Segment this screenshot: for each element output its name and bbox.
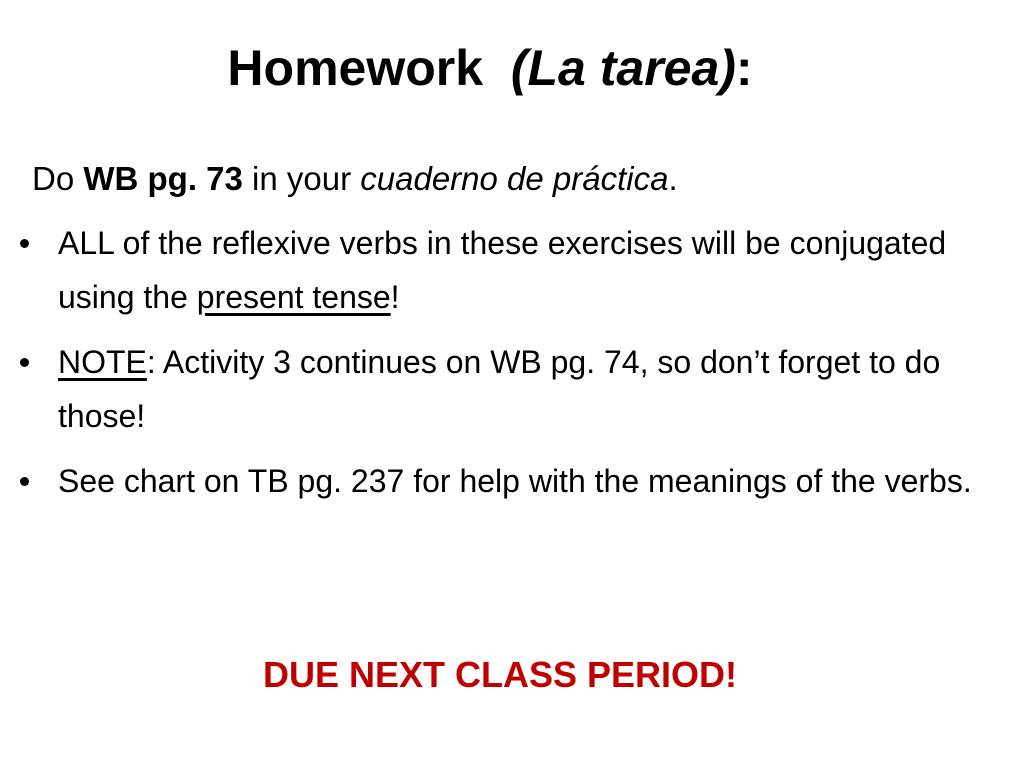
due-notice: DUE NEXT CLASS PERIOD! <box>262 654 738 695</box>
bullet-text: See chart on TB pg. 237 for help with the meanings of the verbs. <box>58 463 972 499</box>
bullet-item-chart <box>0 454 1010 508</box>
title-italic: (La tarea) <box>510 40 736 96</box>
bullet-dot-icon <box>20 239 29 248</box>
bullet-underlined-note: NOTE <box>58 344 147 380</box>
intro-line <box>32 154 678 204</box>
bullet-text-after: ! <box>390 279 400 315</box>
intro-middle: in your <box>242 160 361 197</box>
title-colon: : <box>735 40 753 96</box>
bullet-text-before: ALL of the reflexive verbs in these exercises will be conjugated using the <box>58 225 947 315</box>
bullet-item-note <box>0 335 1010 443</box>
title-main: Homework <box>227 40 484 96</box>
bullet-list <box>0 216 1010 519</box>
intro-notebook-name: cuaderno de práctica <box>360 160 669 197</box>
slide-title <box>0 36 980 100</box>
bullet-dot-icon <box>20 477 29 486</box>
intro-prefix: Do <box>32 160 84 197</box>
intro-suffix: . <box>668 160 678 197</box>
bullet-text-after: : Activity 3 continues on WB pg. 74, so don’t forget to do those! <box>58 344 941 434</box>
intro-workbook-page: WB pg. 73 <box>83 160 243 197</box>
bullet-underlined-present-tense: present tense <box>196 279 391 315</box>
bullet-item-reflexive <box>0 216 1010 324</box>
bullet-dot-icon <box>20 358 29 367</box>
